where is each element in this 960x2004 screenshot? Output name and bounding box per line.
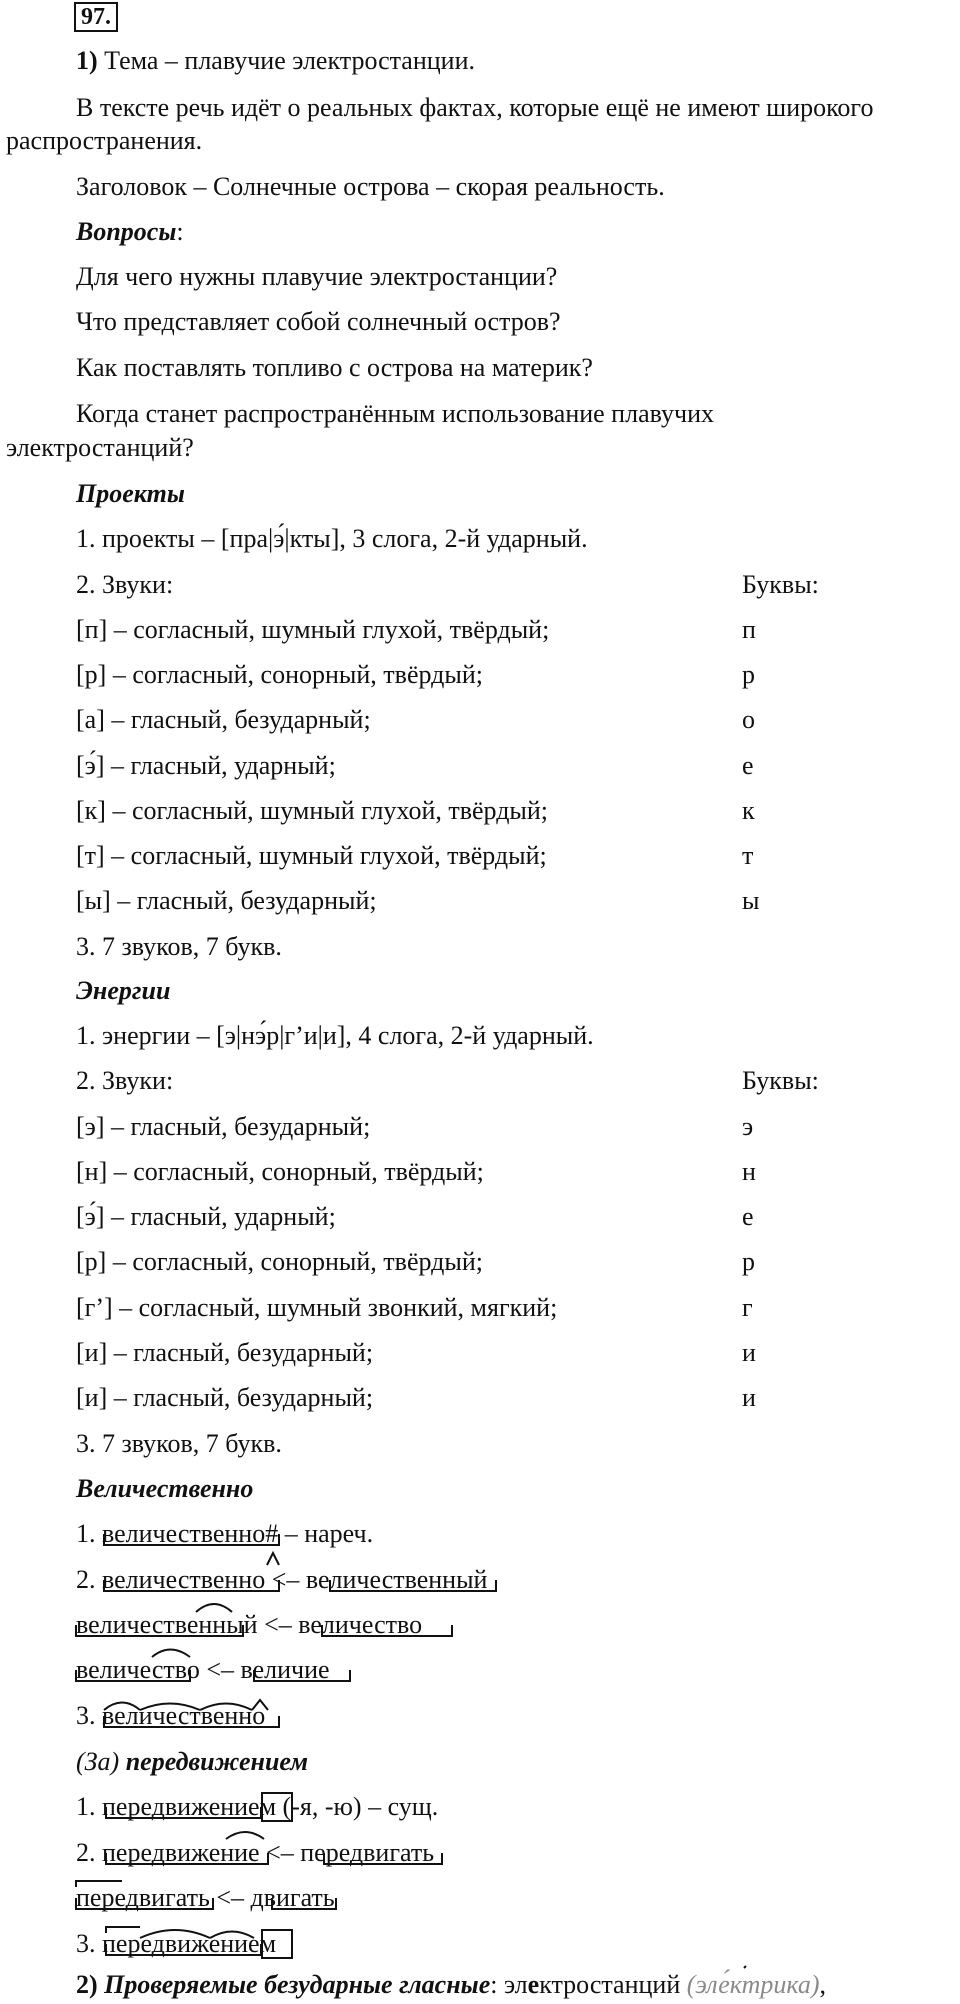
energy-heading: Энергии [76, 976, 171, 1005]
movement-heading: (За) передвижением [76, 1747, 309, 1776]
questions-heading: Вопросы: [76, 217, 184, 246]
projects-syllables: 1. проекты – [пра|э́|кты], 3 слога, 2-й ударный. [76, 524, 588, 553]
energy-letters-label: Буквы: [742, 1066, 819, 1095]
energy-letter: э [742, 1112, 754, 1141]
energy-total: 3. 7 звуков, 7 букв. [76, 1429, 282, 1458]
projects-sounds-label: 2. Звуки: [76, 570, 174, 599]
projects-letter: ы [742, 886, 760, 915]
energy-sound-row: [э] – гласный, безударный; [76, 1112, 371, 1141]
movement-line-1: 1. передвижением (-я, -ю) – сущ. [76, 1792, 439, 1821]
projects-sound-row: [к] – согласный, шумный глухой, твёрдый; [76, 796, 549, 825]
question-1: Для чего нужны плавучие электростанции? [76, 262, 558, 291]
projects-letter: е [742, 751, 754, 780]
majestic-line-5: 3. величественно [76, 1701, 266, 1730]
question-4-line-1: Когда станет распространённым использование плавучих [76, 399, 714, 428]
projects-letters-label: Буквы: [742, 570, 819, 599]
facts-line-1: В тексте речь идёт о реальных фактах, которые ещё не имеют широкого [76, 93, 874, 122]
energy-letter: р [742, 1247, 755, 1276]
energy-letter: и [742, 1383, 756, 1412]
projects-total: 3. 7 звуков, 7 букв. [76, 932, 282, 961]
energy-sounds-label: 2. Звуки: [76, 1066, 174, 1095]
energy-sound-row: [и] – гласный, безударный; [76, 1383, 374, 1412]
majestic-line-2: 2. величественно <– величественный [76, 1565, 488, 1594]
title-line: Заголовок – Солнечные острова – скорая реальность. [76, 172, 665, 201]
projects-heading: Проекты [76, 479, 185, 508]
projects-sound-row: [э́] – гласный, ударный; [76, 751, 336, 780]
energy-syllables: 1. энергии – [э|нэ́р|г’и|и], 4 слога, 2-й ударный. [76, 1021, 594, 1050]
checked-vowels-line: 2) Проверяемые безударные гласные: электростанций (эле́ктрика), [76, 1970, 827, 1999]
movement-line-2: 2. передвижение <– передвигать [76, 1838, 435, 1867]
question-3: Как поставлять топливо с острова на материк? [76, 353, 593, 382]
energy-sound-row: [г’] – согласный, шумный звонкий, мягкий; [76, 1293, 558, 1322]
energy-letter: и [742, 1338, 756, 1367]
topic-line: 1) Тема – плавучие электростанции. [76, 46, 476, 75]
energy-sound-row: [э́] – гласный, ударный; [76, 1202, 336, 1231]
majestic-line-3: величественный <– величество [76, 1610, 423, 1639]
energy-letter: г [742, 1293, 753, 1322]
projects-sound-row: [р] – согласный, сонорный, твёрдый; [76, 660, 483, 689]
majestic-line-1: 1. величественно# – нареч. [76, 1519, 374, 1548]
projects-letter: п [742, 615, 756, 644]
facts-line-2: распространения. [6, 126, 203, 155]
stress-mark [744, 1966, 746, 1968]
majestic-line-4: величество <– величие [76, 1655, 330, 1684]
question-4-line-2: электростанций? [6, 433, 194, 462]
projects-sound-row: [т] – согласный, шумный глухой, твёрдый; [76, 841, 547, 870]
projects-letter: т [742, 841, 754, 870]
movement-line-4: 3. передвижением [76, 1929, 277, 1958]
question-2: Что представляет собой солнечный остров? [76, 307, 561, 336]
projects-sound-row: [п] – согласный, шумный глухой, твёрдый; [76, 615, 550, 644]
majestic-heading: Величественно [76, 1474, 254, 1503]
energy-sound-row: [и] – гласный, безударный; [76, 1338, 374, 1367]
energy-letter: е [742, 1202, 754, 1231]
projects-letter: к [742, 796, 755, 825]
exercise-number: 97. [74, 2, 118, 32]
movement-line-3: передвигать <– двигать [76, 1883, 335, 1912]
projects-sound-row: [а] – гласный, безударный; [76, 705, 371, 734]
energy-sound-row: [р] – согласный, сонорный, твёрдый; [76, 1247, 483, 1276]
projects-letter: р [742, 660, 755, 689]
energy-letter: н [742, 1157, 756, 1186]
projects-letter: о [742, 705, 755, 734]
energy-sound-row: [н] – согласный, сонорный, твёрдый; [76, 1157, 484, 1186]
projects-sound-row: [ы] – гласный, безударный; [76, 886, 377, 915]
